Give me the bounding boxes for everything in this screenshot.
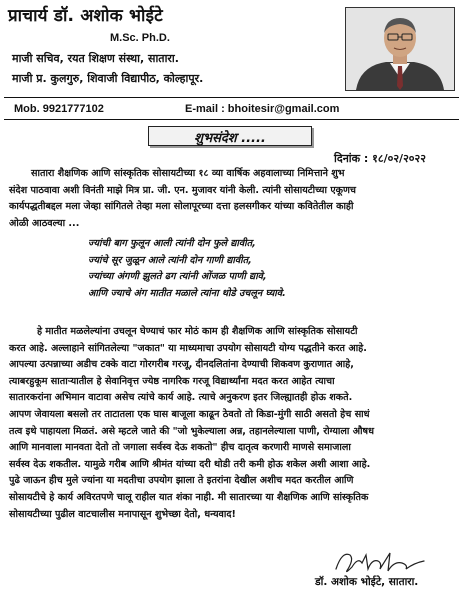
poem-line: आणि ज्याचे अंग मातीत मळाले त्यांना थोडे उचलून घ्यावे.	[88, 287, 286, 299]
poem-block	[88, 236, 286, 302]
letter-title: शुभसंदेश .....	[194, 131, 266, 146]
text-line: सोसायटीच्या पुढील वाटचालीस मनापासून शुभेच्छा देतो, धन्यवाद!	[9, 508, 236, 520]
poem-line: ज्यांचे सूर जुळून आले त्यांनी दोन गाणी द्यावीत,	[88, 254, 252, 266]
text-line: सातारकरांना अभिमान वाटावा असेच त्यांचे कार्य आहे. त्याचे अनुकरण इतर जिल्ह्यातही होऊ शकते.	[9, 392, 353, 404]
text-line: त्याबरहुकूम साताऱ्यातील हे सेवानिवृत्त ज्येष्ठ नागरिक गरजू विद्यार्थ्यांना मदत करत आहेत त्याचा	[9, 375, 335, 387]
text-line: हे मातीत मळलेल्यांना उचलून घेण्याचं फार मोठं काम ही शैक्षणिक आणि सांस्कृतिक सोसायटी	[37, 326, 358, 337]
text-line: सर्वस्व देऊ शकतील. यामुळे गरीब आणि श्रीमंत यांच्या दरी थोडी तरी कमी होऊ शकेल अशी आशा आहे.	[9, 458, 371, 470]
text-line: आपण जेवायला बसलो तर ताटातला एक घास बाजूला काढून ठेवतो तो किडा-मुंगी साठी असतो हेच साधं	[9, 408, 370, 420]
letterhead-name: प्राचार्य डॉ. अशोक भोईटे	[8, 6, 163, 26]
paragraph-main	[9, 324, 456, 523]
author-photo	[345, 7, 455, 91]
title-box	[148, 126, 312, 146]
text-line: तत्व इथे पाहायला मिळतं. असे म्हटले जाते की "जो भुकेल्याला अन्न, तहानलेल्याला पाणी, रोग्याला औषध	[9, 425, 374, 437]
poem-line: ज्यांच्या अंगणी झुलते ढग त्यांनी ओंजळ पाणी द्यावे,	[88, 271, 267, 283]
letterhead-degree: M.Sc. Ph.D.	[110, 32, 170, 44]
paragraph-intro	[9, 166, 456, 232]
handwritten-signature	[332, 547, 432, 577]
email-address: E-mail : bhoitesir@gmail.com	[185, 103, 340, 115]
header-divider-bottom	[4, 119, 459, 120]
text-line: आपल्या उत्पन्नाच्या अडीच टक्के वाटा गोरगरीब गरजू, दीनदलितांना देण्याची शिकवण कुराणात आहे,	[9, 359, 354, 371]
text-line: करत आहे. अल्लाहाने सांगितलेल्या "जकात" या माध्यमाचा उपयोग सोसायटी योग्य पद्धतीने करत आहे.	[9, 342, 367, 354]
text-line: ओळी आठवल्या ...	[9, 217, 80, 229]
text-line: सोसायटीचे हे कार्य अविरतपणे चालू राहील यात शंका नाही. मी सातारच्या या शैक्षणिक आणि सांस्कृतिक	[9, 491, 369, 503]
text-line: संदेश पाठवावा अशी विनंती माझे मित्र प्रा. जी. एन. मुजावर यांनी केली. त्यांनी सोसायटीच्या एकूणच	[9, 184, 357, 196]
text-line: आणि मानवाला मानवता देतो तो जगाला सर्वस्व देऊ शकतो" हीच दातृत्व करणारी माणसे समाजाला	[9, 442, 351, 454]
mobile-number: Mob. 9921777102	[14, 103, 104, 115]
header-divider-top	[4, 97, 459, 98]
text-line: कार्यपद्धतीबद्दल मला जेव्हा सांगितले तेव्हा मला सोलापूरच्या दत्ता हलसगीकर यांच्या कवितेतील काही	[9, 201, 354, 213]
text-line: सातारा शैक्षणिक आणि सांस्कृतिक सोसायटीच्या १८ व्या वार्षिक अहवालाच्या निमित्ताने शुभ	[31, 168, 345, 179]
letterhead-position-2: माजी प्र. कुलगुरु, शिवाजी विद्यापीठ, कोल्हापूर.	[12, 72, 204, 85]
letter-date: दिनांक : १८/०२/२०२२	[334, 152, 426, 165]
text-line: पुढे जाऊन हीच मुले ज्यांना या मदतीचा उपयोग झाला ते इतरांना देखील अशीच मदत करतील आणि	[9, 475, 354, 487]
signer-name: डॉ. अशोक भोईटे, सातारा.	[315, 576, 419, 588]
poem-line: ज्यांची बाग फुलून आली त्यांनी दोन फुले द्यावीत,	[88, 238, 256, 249]
letterhead-position-1: माजी सचिव, रयत शिक्षण संस्था, सातारा.	[12, 52, 179, 65]
